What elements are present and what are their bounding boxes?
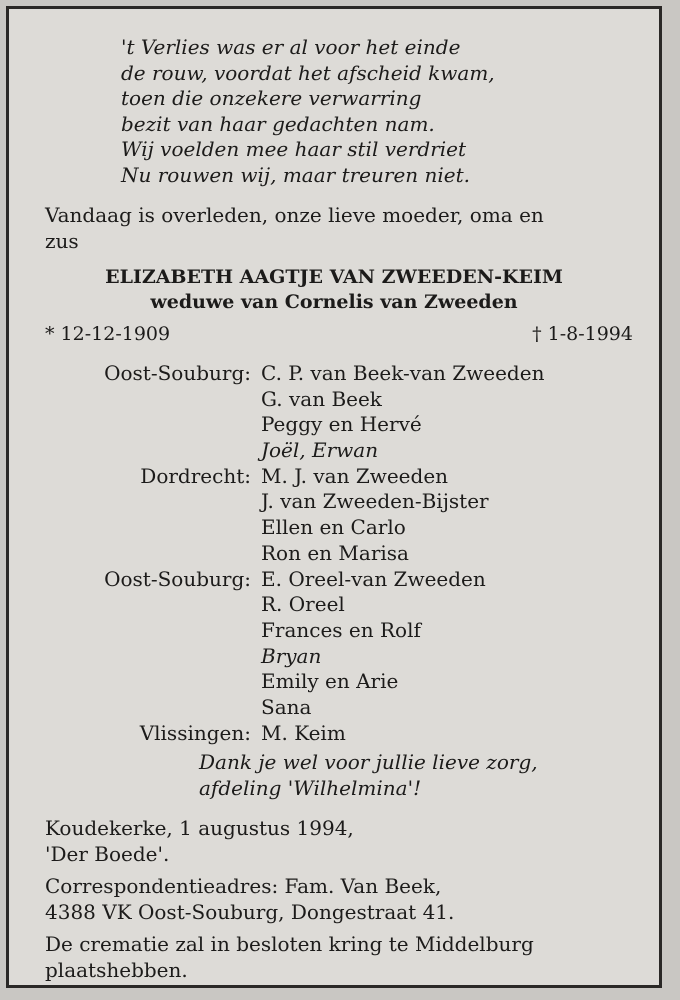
location-line: 'Der Boede'.: [45, 842, 170, 866]
announcement-line: zus: [45, 229, 79, 253]
family-member: E. Oreel-van Zweeden: [261, 566, 486, 591]
birth-date: * 12-12-1909: [45, 323, 171, 345]
correspondence-line: 4388 VK Oost-Souburg, Dongestraat 41.: [45, 900, 455, 924]
family-row: [9, 644, 659, 670]
family-member: Emily en Arie: [261, 669, 399, 694]
family-row: [9, 464, 659, 490]
family-row: [9, 412, 659, 438]
family-member: M. J. van Zweeden: [261, 463, 449, 488]
family-member: Frances en Rolf: [261, 617, 421, 642]
death-notice: [6, 6, 662, 988]
family-member: R. Oreel: [261, 592, 345, 617]
announcement-line: Vandaag is overleden, onze lieve moeder, oma en: [45, 203, 544, 227]
family-place: Oost-Souburg:: [104, 566, 251, 591]
family-row: [9, 541, 659, 567]
announcement-text: [45, 202, 645, 254]
family-row: [9, 669, 659, 695]
family-member: G. van Beek: [261, 386, 382, 411]
family-member: Joël, Erwan: [261, 438, 379, 463]
family-row: [9, 489, 659, 515]
cremation-notice: [45, 931, 645, 983]
family-row: [9, 361, 659, 387]
family-row: [9, 721, 659, 747]
family-row: [9, 592, 659, 618]
family-member: M. Keim: [261, 720, 346, 745]
family-member: Ellen en Carlo: [261, 515, 406, 540]
location-line: Koudekerke, 1 augustus 1994,: [45, 816, 354, 840]
family-row: [9, 515, 659, 541]
family-place: Dordrecht:: [140, 463, 251, 488]
family-member: Bryan: [261, 643, 322, 668]
poem-line: Nu rouwen wij, maar treuren niet.: [121, 162, 471, 187]
family-row: [9, 695, 659, 721]
family-place: Oost-Souburg:: [104, 361, 251, 385]
death-date: † 1-8-1994: [532, 323, 633, 345]
family-row: [9, 438, 659, 464]
poem: [121, 35, 495, 189]
correspondence-address: [45, 873, 645, 925]
poem-line: bezit van haar gedachten nam.: [121, 111, 435, 136]
thanks-line: afdeling 'Wilhelmina'!: [199, 776, 422, 800]
poem-line: de rouw, voordat het afscheid kwam,: [121, 60, 495, 85]
family-member: C. P. van Beek-van Zweeden: [261, 361, 545, 385]
family-member: J. van Zweeden-Bijster: [261, 489, 489, 514]
family-row: [9, 618, 659, 644]
thanks-line: Dank je wel voor jullie lieve zorg,: [199, 750, 538, 774]
deceased-name: ELIZABETH AAGTJE VAN ZWEEDEN-KEIM: [105, 266, 563, 288]
poem-line: 't Verlies was er al voor het einde: [121, 35, 461, 59]
thanks-note: [199, 749, 538, 801]
poem-line: Wij voelden mee haar stil verdriet: [121, 137, 467, 162]
poem-line: toen die onzekere verwarring: [121, 86, 422, 111]
family-place: Vlissingen:: [139, 720, 251, 745]
family-member: Peggy en Hervé: [261, 412, 422, 437]
location-and-date: [45, 815, 645, 867]
widow-of: weduwe van Cornelis van Zweeden: [150, 291, 518, 313]
family-member: Ron en Marisa: [261, 540, 409, 565]
correspondence-line: Correspondentieadres: Fam. Van Beek,: [45, 874, 442, 898]
family-row: [9, 387, 659, 413]
cremation-line: De crematie zal in besloten kring te Middelburg: [45, 932, 534, 956]
cremation-line: plaatshebben.: [45, 958, 188, 982]
family-member: Sana: [261, 694, 312, 719]
family-row: [9, 567, 659, 593]
family-list: [9, 361, 659, 746]
